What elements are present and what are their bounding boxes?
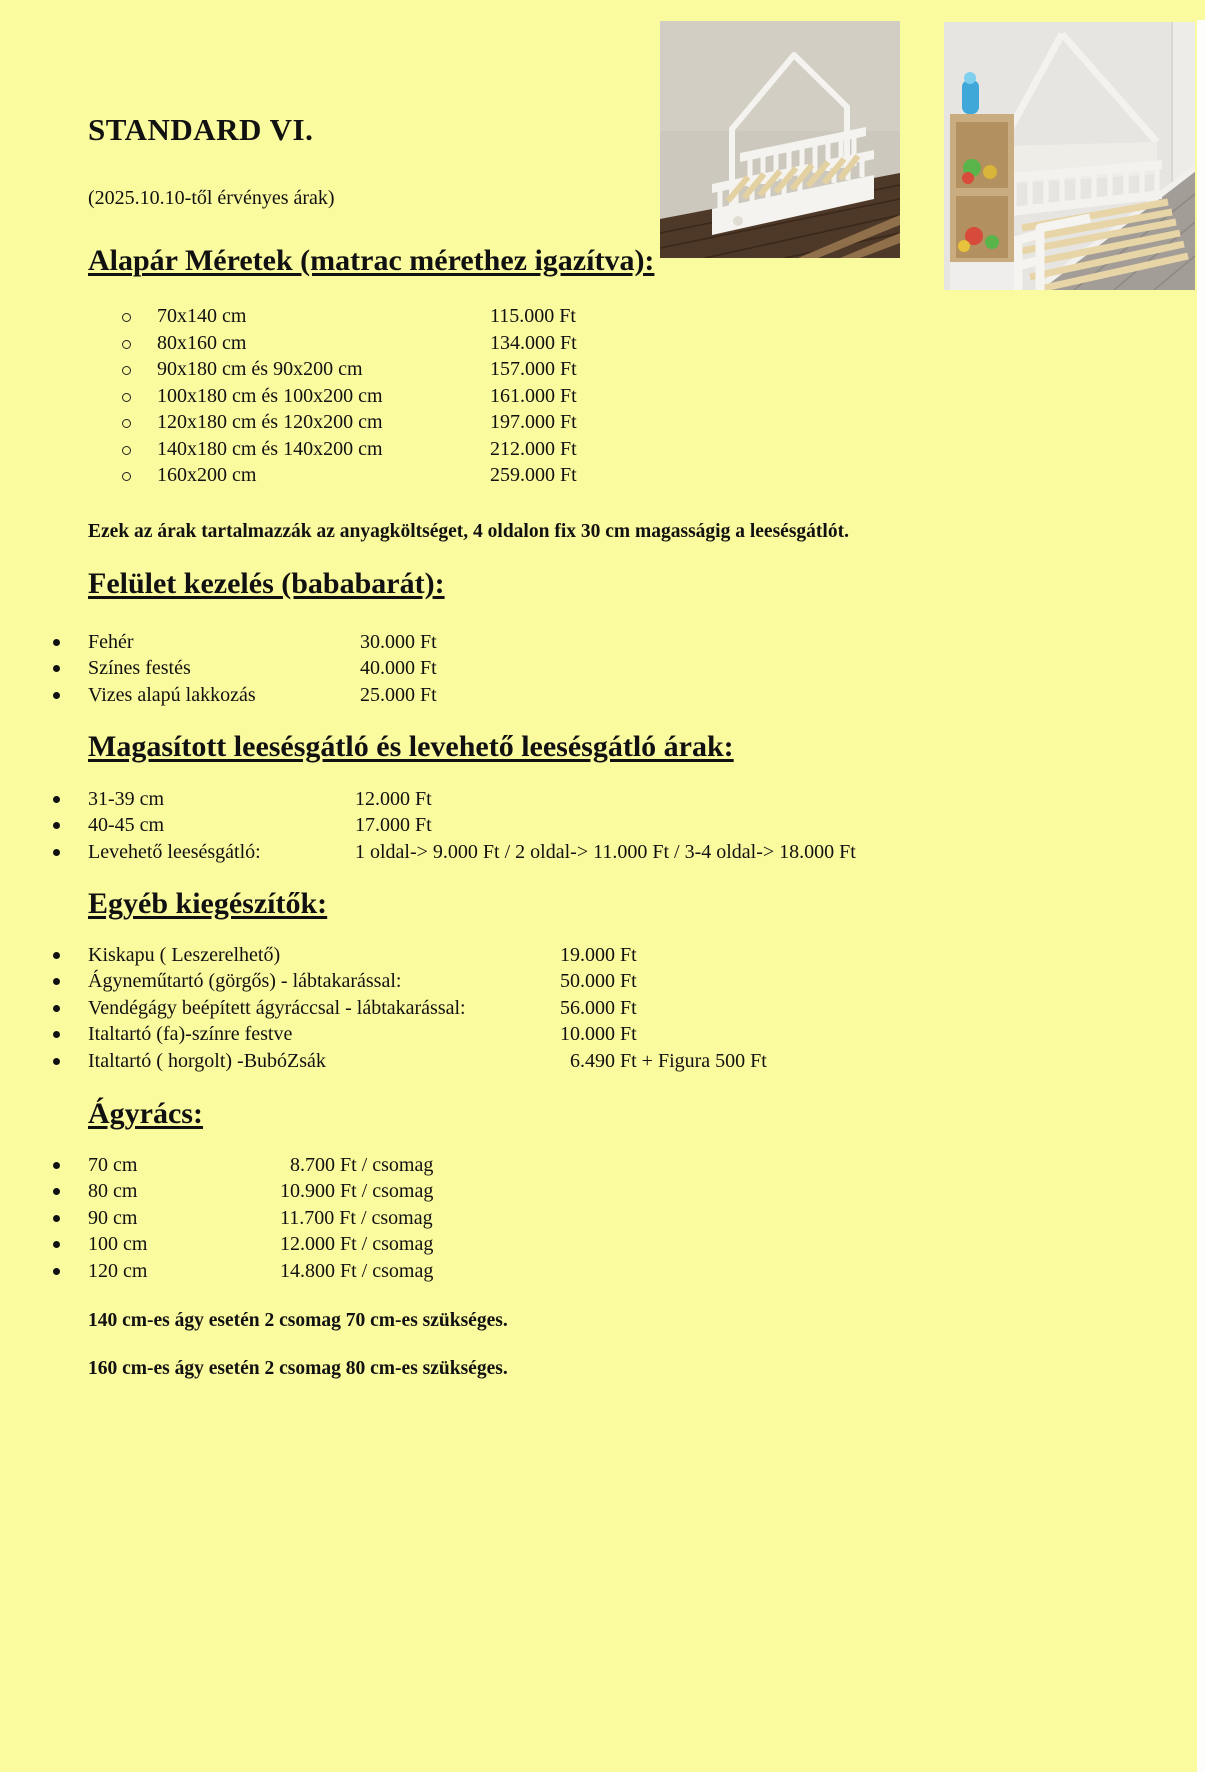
treatment-label: Színes festés: [88, 657, 191, 679]
price-value: 14.800 Ft / csomag: [280, 1259, 434, 1282]
bed-slat-list: [53, 1152, 1153, 1285]
price-value: 6.490 Ft + Figura 500 Ft: [560, 1049, 767, 1072]
dot-bullet-icon: [53, 1188, 60, 1195]
price-value: 25.000 Ft: [360, 683, 437, 706]
dot-bullet-icon: [53, 822, 60, 829]
price-value: 157.000 Ft: [490, 358, 577, 380]
size-label: 80x160 cm: [157, 331, 247, 354]
price-value: 115.000 Ft: [490, 305, 576, 327]
price-value: 161.000 Ft: [490, 384, 577, 407]
heading-bed-slats: Ágyrács:: [88, 1097, 203, 1130]
slat-size-label: 90 cm: [88, 1206, 138, 1229]
price-value: 30.000 Ft: [360, 630, 437, 653]
list-item: [53, 436, 1153, 463]
dot-bullet-icon: [53, 978, 60, 985]
price-value: 56.000 Ft: [560, 996, 637, 1019]
list-item: [53, 409, 1153, 436]
list-item: [53, 1178, 1153, 1205]
list-item: [53, 356, 1153, 383]
accessories-list: [53, 942, 1153, 1075]
list-item: [53, 968, 1153, 995]
dot-bullet-icon: [53, 692, 60, 699]
list-item: [53, 462, 1153, 489]
dot-bullet-icon: [53, 1058, 60, 1065]
price-value: 40.000 Ft: [360, 657, 437, 679]
size-label: 120x180 cm és 120x200 cm: [157, 411, 383, 433]
base-price-list: [53, 303, 1153, 489]
list-item: [53, 942, 1153, 969]
price-value: 17.000 Ft: [355, 814, 432, 836]
rail-label: 31-39 cm: [88, 787, 165, 810]
heading-base-prices: Alapár Méretek (matrac mérethez igazítva):: [88, 243, 655, 277]
base-price-note: Ezek az árak tartalmazzák az anyagköltséget, 4 oldalon fix 30 cm magasságig a leesésgátlót.: [88, 520, 849, 542]
dot-bullet-icon: [53, 952, 60, 959]
size-label: 140x180 cm és 140x200 cm: [157, 437, 383, 460]
list-item: [53, 682, 1153, 709]
accessory-label: Italtartó (fa)-színre festve: [88, 1023, 293, 1045]
price-value: 11.700 Ft / csomag: [280, 1206, 433, 1229]
slat-size-label: 120 cm: [88, 1259, 148, 1282]
price-value: 197.000 Ft: [490, 411, 577, 433]
dot-bullet-icon: [53, 849, 60, 856]
list-item: [53, 629, 1153, 656]
heading-rails: Magasított leesésgátló és levehető leesésgátló árak:: [88, 730, 734, 763]
list-item: [53, 786, 1153, 813]
price-value: 12.000 Ft: [355, 787, 432, 810]
price-value: 19.000 Ft: [560, 943, 637, 966]
list-item: [53, 383, 1153, 410]
list-item: [53, 330, 1153, 357]
slat-note-160: 160 cm-es ágy esetén 2 csomag 80 cm-es szükséges.: [88, 1358, 508, 1379]
list-item: [53, 303, 1153, 330]
rail-price-list: [53, 786, 1153, 866]
slat-size-label: 80 cm: [88, 1180, 138, 1202]
list-item: [53, 1152, 1153, 1179]
accessory-label: Vendégágy beépített ágyráccsal - lábtakarással:: [88, 996, 466, 1019]
size-label: 70x140 cm: [157, 305, 247, 327]
list-item: [53, 1048, 1153, 1075]
accessory-label: Italtartó ( horgolt) -BubóZsák: [88, 1049, 326, 1072]
house-bed-photo-side: [944, 22, 1195, 290]
circle-bullet-icon: [122, 419, 131, 428]
circle-bullet-icon: [122, 393, 131, 402]
treatment-label: Vizes alapú lakkozás: [88, 683, 256, 706]
list-item: [53, 1231, 1153, 1258]
price-value: 10.900 Ft / csomag: [280, 1180, 434, 1202]
dot-bullet-icon: [53, 665, 60, 672]
size-label: 90x180 cm és 90x200 cm: [157, 358, 363, 380]
circle-bullet-icon: [122, 472, 131, 481]
circle-bullet-icon: [122, 446, 131, 455]
slat-size-label: 70 cm: [88, 1153, 138, 1176]
dot-bullet-icon: [53, 1031, 60, 1038]
circle-bullet-icon: [122, 340, 131, 349]
size-label: 100x180 cm és 100x200 cm: [157, 384, 383, 407]
valid-from-subtitle: (2025.10.10-től érvényes árak): [88, 187, 335, 209]
house-bed-photo-front: [660, 21, 900, 258]
page-right-margin: [1197, 20, 1205, 1772]
price-value: 50.000 Ft: [560, 970, 637, 992]
list-item: [53, 1021, 1153, 1048]
price-value: 259.000 Ft: [490, 464, 577, 486]
price-value: 1 oldal-> 9.000 Ft / 2 oldal-> 11.000 Ft / 3-4 oldal-> 18.000 Ft: [355, 840, 856, 863]
price-value: 8.700 Ft / csomag: [280, 1153, 434, 1176]
dot-bullet-icon: [53, 1268, 60, 1275]
accessory-label: Ágyneműtartó (görgős) - lábtakarással:: [88, 970, 402, 992]
price-value: 134.000 Ft: [490, 331, 577, 354]
price-value: 212.000 Ft: [490, 437, 577, 460]
slat-note-140: 140 cm-es ágy esetén 2 csomag 70 cm-es szükséges.: [88, 1310, 508, 1331]
slat-size-label: 100 cm: [88, 1233, 148, 1255]
dot-bullet-icon: [53, 639, 60, 646]
list-item: [53, 995, 1153, 1022]
dot-bullet-icon: [53, 796, 60, 803]
size-label: 160x200 cm: [157, 464, 257, 486]
price-value: 12.000 Ft / csomag: [280, 1233, 434, 1255]
price-value: 10.000 Ft: [560, 1023, 637, 1045]
accessory-label: Kiskapu ( Leszerelhető): [88, 943, 281, 966]
list-item: [53, 812, 1153, 839]
heading-accessories: Egyéb kiegészítők:: [88, 887, 328, 920]
circle-bullet-icon: [122, 366, 131, 375]
page-title: STANDARD VI.: [88, 112, 314, 147]
rail-label: 40-45 cm: [88, 814, 165, 836]
list-item: [53, 1258, 1153, 1285]
rail-label: Levehető leesésgátló:: [88, 840, 261, 863]
list-item: [53, 655, 1153, 682]
treatment-label: Fehér: [88, 630, 134, 653]
dot-bullet-icon: [53, 1241, 60, 1248]
dot-bullet-icon: [53, 1005, 60, 1012]
surface-treatment-list: [53, 629, 1153, 709]
dot-bullet-icon: [53, 1215, 60, 1222]
list-item: [53, 1205, 1153, 1232]
dot-bullet-icon: [53, 1162, 60, 1169]
list-item: [53, 839, 1153, 866]
circle-bullet-icon: [122, 313, 131, 322]
heading-surface-treatment: Felület kezelés (bababarát):: [88, 567, 445, 600]
